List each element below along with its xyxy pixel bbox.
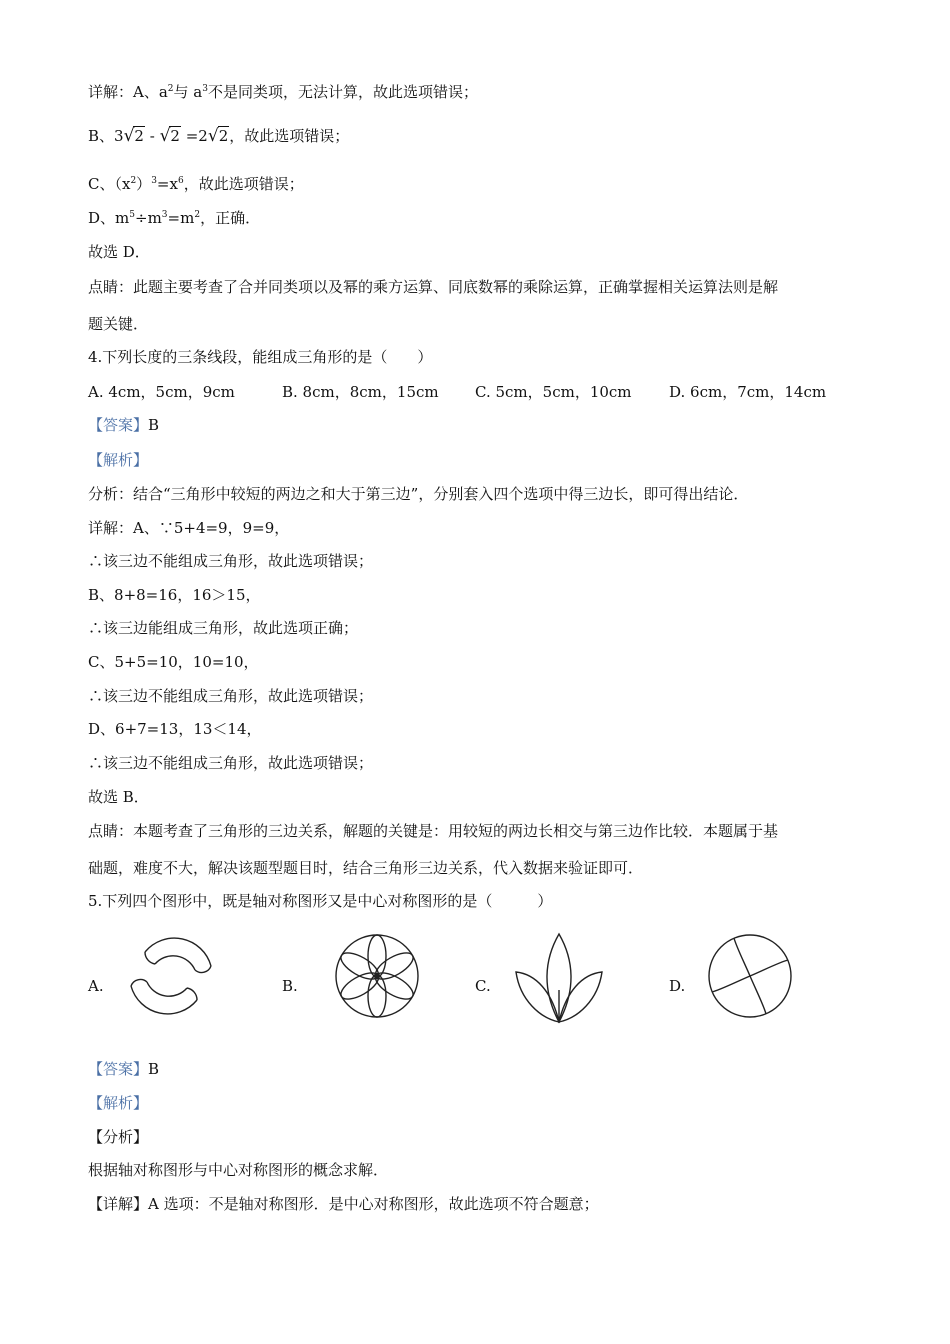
p3-comment-line-1: 点睛：此题主要考查了合并同类项以及幂的乘方运算、同底数幂的乘除运算，正确掌握相关运算法则是解 [88, 278, 779, 296]
sqrt-2: √2 [123, 126, 144, 146]
q5-figure-a [125, 930, 217, 1022]
q5-figure-d [706, 932, 794, 1020]
q5-analysis-label: 【解析】 [88, 1094, 149, 1112]
q4-line: ∴该三边不能组成三角形，故此选项错误； [88, 687, 374, 705]
q5-answer: 【答案】B [88, 1060, 160, 1078]
q4-line: 点睛：本题考查了三角形的三边关系，解题的关键是：用较短的两边长相交与第三边作比较．本题属于基 [88, 822, 779, 840]
q5-option-a-label: A. [88, 977, 104, 995]
q4-option-c: C. 5cm，5cm，10cm [475, 383, 632, 401]
q4-line: ∴该三边不能组成三角形，故此选项错误； [88, 552, 374, 570]
sqrt-2: √2 [159, 126, 180, 146]
q4-option-d: D. 6cm，7cm，14cm [669, 383, 827, 401]
q5-fenxi-label: 【分析】 [88, 1128, 149, 1146]
q4-line: D、6+7=13，13＜14， [88, 720, 262, 738]
p3-detail-d: D、$m^5\div m^3=m^2$，正确． [88, 209, 261, 227]
q4-line: ∴该三边能组成三角形，故此选项正确； [88, 619, 359, 637]
q5-figure-c [512, 930, 606, 1024]
q4-line: B、8+8=16，16＞15， [88, 586, 261, 604]
q4-line: 详解：A、∵5+4=9，9=9， [88, 519, 290, 537]
q4-option-b: B. 8cm，8cm，15cm [282, 383, 439, 401]
p3-conclusion: 故选 D． [88, 243, 150, 261]
p3-detail-b: B、3√2 - √2 =2√2，故此选项错误； [88, 126, 350, 146]
q5-detail: 【详解】A 选项：不是轴对称图形．是中心对称图形，故此选项不符合题意； [88, 1195, 599, 1213]
q5-stem: 5.下列四个图形中，既是轴对称图形又是中心对称图形的是（ ） [88, 892, 553, 910]
q4-line: 分析：结合“三角形中较短的两边之和大于第三边”，分别套入四个选项中得三边长，即可得出结论． [88, 485, 749, 503]
q4-stem: 4.下列长度的三条线段，能组成三角形的是（ ） [88, 348, 433, 366]
q4-answer: 【答案】B [88, 416, 160, 434]
p3-detail-a: 详解：A、$a^2$与 $a^3$不是同类项，无法计算，故此选项错误； [88, 83, 478, 101]
q4-line: 础题，难度不大，解决该题型题目时，结合三角形三边关系，代入数据来验证即可． [88, 859, 644, 877]
q5-option-b-label: B. [282, 977, 298, 995]
q5-fenxi-text: 根据轴对称图形与中心对称图形的概念求解． [88, 1161, 389, 1179]
q5-option-d-label: D. [669, 977, 686, 995]
q5-option-c-label: C. [475, 977, 491, 995]
q4-option-a: A. 4cm，5cm，9cm [88, 383, 235, 401]
sqrt-2: √2 [207, 126, 229, 146]
p3-comment-line-2: 题关键． [88, 315, 149, 333]
q4-line: C、5+5=10，10=10， [88, 653, 259, 671]
q4-line: ∴该三边不能组成三角形，故此选项错误； [88, 754, 374, 772]
q4-line: 故选 B． [88, 788, 149, 806]
q4-analysis-label: 【解析】 [88, 451, 149, 469]
q5-figure-b [333, 932, 421, 1020]
p3-detail-c: C、$(x^2)^3=x^6$，故此选项错误； [88, 175, 304, 193]
